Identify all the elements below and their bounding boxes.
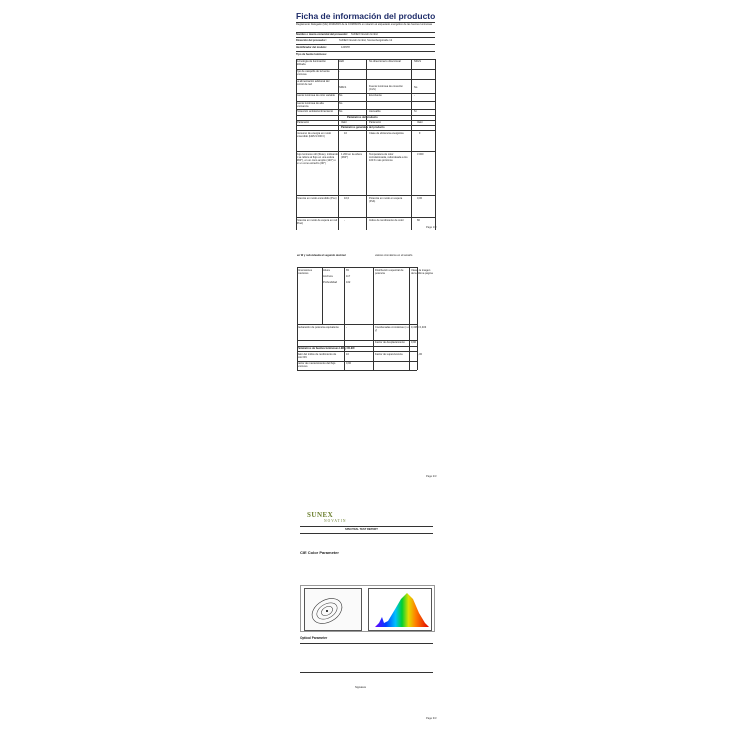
type-row-label2: Fuente luminosa de conexión (CLS) <box>369 85 403 92</box>
row-value: - <box>346 326 347 329</box>
general-row-value: - <box>344 219 345 222</box>
page-title: Ficha de información del producto <box>296 11 436 21</box>
general-row-label: Flujo luminoso útil (Φuse), indicando si se refiere al flujo en una esfera (360°), en un cono amplio (120°) o en un cono estrecho (90°) <box>296 153 338 166</box>
header-col: Valor <box>341 121 347 124</box>
dimension-label: Altura <box>323 269 330 272</box>
general-row-label2: Índice de rendimiento de color <box>369 219 404 222</box>
type-row-label: Fuente luminosa de alta luminancia <box>296 102 324 109</box>
signature-label: Signature <box>355 686 367 689</box>
dimension-label: Anchura <box>323 275 333 278</box>
document-page-2 <box>289 248 442 484</box>
led-row-label: Valor del índice de rendimiento de color R9 <box>297 353 337 360</box>
header-col: Parámetro <box>369 121 382 124</box>
general-row-label: Consumo de energía en modo encendido (kWh/1 000 h) <box>296 132 332 139</box>
general-row-value: 1 200 en la esfera (360°) <box>341 153 362 160</box>
document-page-1 <box>289 6 442 232</box>
general-row-label2: Clase de eficiencia energética <box>369 132 404 135</box>
type-row-label: Tecnología de iluminación utilizada <box>296 60 326 67</box>
row-label2: Distribución espectral de potencia <box>375 269 404 276</box>
section-led: Parámetros de fuentes luminosas LED y OLED <box>297 347 355 350</box>
row-value2: Véase la imagen de la última página <box>411 269 433 276</box>
dimension-value: 102 <box>346 281 351 284</box>
type-row-label2: Envolvente <box>369 94 382 97</box>
general-row-value2: 0,00 <box>417 197 423 200</box>
general-row-label2: Potencia en modo en espera (Psb) <box>369 197 403 204</box>
page-number: Page 2/3 <box>426 475 437 478</box>
document-page-3 <box>289 496 442 722</box>
general-row-label: Potencia en modo encendido (Pon) <box>296 197 337 200</box>
type-row-label: Fuente luminosa de color variable <box>296 94 335 97</box>
supplier-label: Nombre o marca comercial del proveedor: <box>296 33 349 36</box>
model-label: Identificador del modelo: <box>296 46 327 49</box>
general-row-value: 10 <box>344 132 347 135</box>
led-row-value2: 1,00 <box>417 353 423 356</box>
row-label: Declaración de potencia equivalente <box>297 326 339 329</box>
address-label: Dirección del proveedor: <box>296 39 327 42</box>
type-row-value: NMLS <box>339 86 347 89</box>
header-col: Valor <box>417 121 423 124</box>
general-row-value2: 80 <box>417 219 420 222</box>
top-text-left: en W y redondeada al segundo decimal <box>297 254 346 257</box>
general-row-label: Potencia en modo de espera en red (Pnet) <box>296 219 338 226</box>
section-params: Parámetros del producto <box>347 116 378 119</box>
chart-panel <box>300 585 435 632</box>
cie-diagram <box>304 588 362 631</box>
type-row-value: No <box>339 102 343 105</box>
led-row-value: 10 <box>346 353 349 356</box>
address-value: SUNEX Novatin GmbH, Sonnenbergstraße 12 <box>339 39 393 42</box>
row-value2: 0,90 <box>411 341 417 344</box>
dimension-value: 117 <box>346 275 351 278</box>
type-row-value2: Sí <box>414 110 417 113</box>
company-logo-sub: NOVATIN <box>324 519 347 523</box>
top-text-right: valores cromáticos en el tamaño <box>375 254 413 257</box>
report-title: SPECTRAL TEST REPORT <box>345 528 378 531</box>
type-row-value2: No <box>414 86 418 89</box>
header-col: Parámetro <box>297 121 310 124</box>
general-row-value: 10,0 <box>344 197 350 200</box>
company-logo: SUNEX <box>307 511 334 519</box>
type-row-label: Protección antideslumbramiento <box>296 110 334 113</box>
led-row-value: 0,90 <box>346 362 352 365</box>
page-number: Page 1/3 <box>426 226 437 229</box>
spectrum-chart <box>368 588 432 631</box>
type-row-value: No <box>339 94 343 97</box>
general-row-value2: 3 000 <box>417 153 424 156</box>
model-value: 123978 <box>341 46 350 49</box>
row-label2: Factor de desplazamiento <box>375 341 405 344</box>
section-general: Parámetros generales del producto <box>341 126 385 129</box>
row-label: Dimensiones exteriores <box>297 269 312 276</box>
dimension-value: 65 <box>346 269 349 272</box>
type-row-label2: Atenuable <box>369 110 381 113</box>
type-row-value: - <box>339 70 340 73</box>
supplier-value: SUNEX Novatin GmbH <box>351 33 378 36</box>
type-row-value2: - <box>414 94 415 97</box>
page-number: Page 3/3 <box>426 717 437 720</box>
intro-text: Reglamento Delegado (UE) 2019/2015 de la COMISIÓN en relación al etiquetado energético de las fuentes luminosas <box>296 23 433 26</box>
type-row-label: La alimentación adicional del control de red <box>296 80 330 87</box>
type-row-label: Tipo de casquillo de la fuente luminosa <box>296 70 330 77</box>
general-row-value2: F <box>419 132 421 135</box>
row-value2: 0,436 / 0,403 <box>411 326 427 329</box>
row-label2: Coordenadas cromáticas (x e y) <box>375 326 409 333</box>
type-row-value: No <box>339 110 343 113</box>
type-row-value2: NDLS <box>414 60 421 63</box>
led-row-label2: Factor de supervivencia <box>375 353 403 356</box>
section-type: Tipo de fuente luminosa: <box>296 53 327 56</box>
type-row-label2: No direccional o direccional <box>369 60 401 63</box>
general-row-label2: Temperatura de color correlacionada, redondeada a los 100 K más próximos <box>369 153 408 163</box>
type-row-value: LED <box>339 60 345 63</box>
led-row-label: Factor de mantenimiento del flujo luminoso <box>297 362 336 369</box>
section-photo: Optical Parameter <box>300 636 328 640</box>
section-color: CIE Color Parameter <box>300 550 339 555</box>
dimension-label: Profundidad <box>323 281 337 284</box>
